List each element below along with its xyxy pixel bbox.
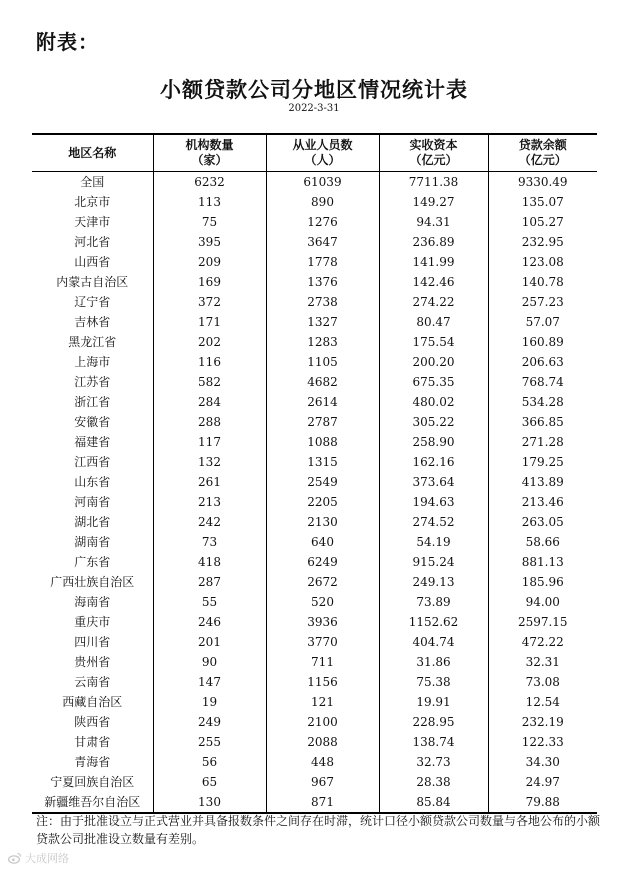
cell-paid-in-capital: 236.89	[379, 232, 488, 252]
table-row	[32, 552, 597, 572]
table-row	[32, 172, 597, 193]
header-institution-count-unit: （家）	[191, 153, 228, 167]
statistics-table	[32, 133, 597, 814]
cell-region: 海南省	[74, 595, 111, 609]
cell-employee-count: 871	[266, 792, 379, 813]
cell-loan-balance: 185.96	[488, 572, 597, 592]
weibo-logo-icon	[8, 852, 22, 864]
cell-institution-count: 73	[153, 532, 266, 552]
cell-employee-count: 967	[266, 772, 379, 792]
cell-paid-in-capital: 480.02	[379, 392, 488, 412]
cell-loan-balance: 534.28	[488, 392, 597, 412]
cell-region: 四川省	[74, 635, 111, 649]
cell-region: 甘肃省	[74, 735, 111, 749]
header-paid-in-capital-label: 实收资本	[409, 138, 458, 152]
table-row	[32, 472, 597, 492]
cell-paid-in-capital: 32.73	[379, 752, 488, 772]
header-institution-count	[153, 134, 266, 172]
cell-region: 贵州省	[74, 655, 111, 669]
cell-employee-count: 1156	[266, 672, 379, 692]
cell-paid-in-capital: 194.63	[379, 492, 488, 512]
cell-loan-balance: 413.89	[488, 472, 597, 492]
cell-paid-in-capital: 175.54	[379, 332, 488, 352]
cell-employee-count: 520	[266, 592, 379, 612]
table-row	[32, 412, 597, 432]
cell-paid-in-capital: 274.52	[379, 512, 488, 532]
cell-institution-count: 246	[153, 612, 266, 632]
cell-institution-count: 130	[153, 792, 266, 813]
cell-paid-in-capital: 75.38	[379, 672, 488, 692]
cell-loan-balance: 9330.49	[488, 172, 597, 193]
cell-institution-count: 284	[153, 392, 266, 412]
cell-loan-balance: 32.31	[488, 652, 597, 672]
cell-paid-in-capital: 28.38	[379, 772, 488, 792]
cell-region: 安徽省	[74, 415, 111, 429]
cell-region: 云南省	[74, 675, 111, 689]
header-employee-count	[266, 134, 379, 172]
table-row	[32, 492, 597, 512]
cell-region: 江西省	[74, 455, 111, 469]
header-institution-count-label: 机构数量	[185, 138, 234, 152]
cell-loan-balance: 34.30	[488, 752, 597, 772]
table-row	[32, 572, 597, 592]
cell-employee-count: 6249	[266, 552, 379, 572]
cell-region: 宁夏回族自治区	[50, 775, 135, 789]
table-row	[32, 372, 597, 392]
cell-paid-in-capital: 258.90	[379, 432, 488, 452]
cell-institution-count: 255	[153, 732, 266, 752]
cell-paid-in-capital: 138.74	[379, 732, 488, 752]
cell-employee-count: 2205	[266, 492, 379, 512]
cell-employee-count: 1327	[266, 312, 379, 332]
cell-employee-count: 3647	[266, 232, 379, 252]
table-row	[32, 332, 597, 352]
cell-institution-count: 19	[153, 692, 266, 712]
cell-paid-in-capital: 249.13	[379, 572, 488, 592]
cell-employee-count: 448	[266, 752, 379, 772]
cell-loan-balance: 160.89	[488, 332, 597, 352]
cell-institution-count: 288	[153, 412, 266, 432]
cell-employee-count: 1283	[266, 332, 379, 352]
table-row	[32, 692, 597, 712]
cell-employee-count: 2088	[266, 732, 379, 752]
cell-employee-count: 640	[266, 532, 379, 552]
cell-institution-count: 55	[153, 592, 266, 612]
cell-loan-balance: 58.66	[488, 532, 597, 552]
cell-employee-count: 2549	[266, 472, 379, 492]
cell-region: 山东省	[74, 475, 111, 489]
table-row	[32, 752, 597, 772]
header-region-label: 地区名称	[68, 145, 117, 160]
cell-loan-balance: 206.63	[488, 352, 597, 372]
cell-institution-count: 116	[153, 352, 266, 372]
cell-region: 湖北省	[74, 515, 111, 529]
table-row	[32, 632, 597, 652]
cell-region: 重庆市	[74, 615, 111, 629]
cell-loan-balance: 257.23	[488, 292, 597, 312]
cell-loan-balance: 213.46	[488, 492, 597, 512]
cell-institution-count: 201	[153, 632, 266, 652]
cell-paid-in-capital: 142.46	[379, 272, 488, 292]
cell-region: 山西省	[74, 255, 111, 269]
table-row	[32, 352, 597, 372]
cell-region: 辽宁省	[74, 295, 111, 309]
cell-loan-balance: 140.78	[488, 272, 597, 292]
table-row	[32, 532, 597, 552]
header-employee-count-unit: （人）	[304, 153, 341, 167]
table-row	[32, 432, 597, 452]
table-row	[32, 612, 597, 632]
cell-institution-count: 249	[153, 712, 266, 732]
appendix-label: 附表：	[36, 30, 99, 54]
cell-institution-count: 6232	[153, 172, 266, 193]
cell-employee-count: 2738	[266, 292, 379, 312]
report-date: 2022-3-31	[288, 103, 340, 114]
watermark	[8, 850, 69, 866]
cell-institution-count: 65	[153, 772, 266, 792]
table-header-row	[32, 134, 597, 172]
cell-region: 福建省	[74, 435, 111, 449]
header-region	[32, 134, 153, 172]
table-row	[32, 452, 597, 472]
cell-paid-in-capital: 85.84	[379, 792, 488, 813]
cell-loan-balance: 768.74	[488, 372, 597, 392]
table-row	[32, 772, 597, 792]
table-row	[32, 292, 597, 312]
cell-employee-count: 1088	[266, 432, 379, 452]
cell-employee-count: 890	[266, 192, 379, 212]
cell-institution-count: 395	[153, 232, 266, 252]
cell-loan-balance: 57.07	[488, 312, 597, 332]
table-row	[32, 272, 597, 292]
cell-employee-count: 2672	[266, 572, 379, 592]
table-row	[32, 712, 597, 732]
cell-institution-count: 418	[153, 552, 266, 572]
cell-employee-count: 1105	[266, 352, 379, 372]
cell-paid-in-capital: 149.27	[379, 192, 488, 212]
table-row	[32, 392, 597, 412]
table-body	[32, 172, 597, 814]
cell-region: 北京市	[74, 195, 111, 209]
cell-paid-in-capital: 915.24	[379, 552, 488, 572]
cell-loan-balance: 12.54	[488, 692, 597, 712]
cell-loan-balance: 79.88	[488, 792, 597, 813]
table-row	[32, 312, 597, 332]
footnote: 注：由于批准设立与正式营业并具备报数条件之间存在时滞，统计口径小额贷款公司数量与各地公布的小额贷款公司批准设立数量有差别。	[36, 814, 601, 846]
cell-loan-balance: 232.95	[488, 232, 597, 252]
table-row	[32, 252, 597, 272]
cell-institution-count: 169	[153, 272, 266, 292]
cell-loan-balance: 122.33	[488, 732, 597, 752]
cell-region: 江苏省	[74, 375, 111, 389]
cell-institution-count: 56	[153, 752, 266, 772]
watermark-text: 大成网络	[25, 852, 69, 865]
cell-region: 广东省	[74, 555, 111, 569]
cell-region: 陕西省	[74, 715, 111, 729]
header-loan-balance-unit: （亿元）	[518, 153, 567, 167]
cell-paid-in-capital: 675.35	[379, 372, 488, 392]
cell-region: 内蒙古自治区	[56, 275, 129, 289]
cell-paid-in-capital: 305.22	[379, 412, 488, 432]
cell-paid-in-capital: 162.16	[379, 452, 488, 472]
page-title: 小额贷款公司分地区情况统计表	[160, 78, 468, 102]
cell-paid-in-capital: 7711.38	[379, 172, 488, 193]
cell-institution-count: 202	[153, 332, 266, 352]
cell-paid-in-capital: 404.74	[379, 632, 488, 652]
table-row	[32, 512, 597, 532]
cell-employee-count: 1276	[266, 212, 379, 232]
cell-loan-balance: 24.97	[488, 772, 597, 792]
cell-loan-balance: 123.08	[488, 252, 597, 272]
table-row	[32, 232, 597, 252]
cell-loan-balance: 179.25	[488, 452, 597, 472]
cell-paid-in-capital: 54.19	[379, 532, 488, 552]
cell-employee-count: 121	[266, 692, 379, 712]
cell-paid-in-capital: 19.91	[379, 692, 488, 712]
cell-employee-count: 711	[266, 652, 379, 672]
header-employee-count-label: 从业人员数	[292, 138, 353, 152]
table-row	[32, 652, 597, 672]
cell-institution-count: 261	[153, 472, 266, 492]
cell-paid-in-capital: 228.95	[379, 712, 488, 732]
cell-paid-in-capital: 1152.62	[379, 612, 488, 632]
cell-region: 天津市	[74, 215, 111, 229]
table-row	[32, 592, 597, 612]
cell-employee-count: 1778	[266, 252, 379, 272]
cell-paid-in-capital: 73.89	[379, 592, 488, 612]
cell-employee-count: 1315	[266, 452, 379, 472]
cell-paid-in-capital: 94.31	[379, 212, 488, 232]
cell-loan-balance: 366.85	[488, 412, 597, 432]
cell-loan-balance: 135.07	[488, 192, 597, 212]
cell-loan-balance: 105.27	[488, 212, 597, 232]
cell-paid-in-capital: 141.99	[379, 252, 488, 272]
cell-region: 河北省	[74, 235, 111, 249]
cell-region: 新疆维吾尔自治区	[44, 795, 141, 809]
cell-loan-balance: 232.19	[488, 712, 597, 732]
cell-region: 黑龙江省	[68, 335, 117, 349]
cell-institution-count: 582	[153, 372, 266, 392]
cell-region: 西藏自治区	[62, 695, 123, 709]
cell-loan-balance: 271.28	[488, 432, 597, 452]
cell-institution-count: 132	[153, 452, 266, 472]
cell-paid-in-capital: 274.22	[379, 292, 488, 312]
cell-institution-count: 287	[153, 572, 266, 592]
header-loan-balance-label: 贷款余额	[518, 138, 567, 152]
table-row	[32, 672, 597, 692]
cell-institution-count: 113	[153, 192, 266, 212]
cell-employee-count: 2614	[266, 392, 379, 412]
header-loan-balance	[488, 134, 597, 172]
table-row	[32, 792, 597, 813]
table-row	[32, 212, 597, 232]
cell-employee-count: 3770	[266, 632, 379, 652]
cell-region: 青海省	[74, 755, 111, 769]
table-row	[32, 192, 597, 212]
cell-region: 全国	[80, 175, 105, 189]
cell-employee-count: 2130	[266, 512, 379, 532]
cell-loan-balance: 263.05	[488, 512, 597, 532]
cell-employee-count: 1376	[266, 272, 379, 292]
cell-region: 浙江省	[74, 395, 111, 409]
cell-region: 河南省	[74, 495, 111, 509]
cell-paid-in-capital: 373.64	[379, 472, 488, 492]
cell-institution-count: 171	[153, 312, 266, 332]
cell-institution-count: 117	[153, 432, 266, 452]
cell-loan-balance: 472.22	[488, 632, 597, 652]
cell-employee-count: 61039	[266, 172, 379, 193]
cell-employee-count: 3936	[266, 612, 379, 632]
cell-loan-balance: 73.08	[488, 672, 597, 692]
cell-paid-in-capital: 200.20	[379, 352, 488, 372]
cell-institution-count: 209	[153, 252, 266, 272]
cell-region: 吉林省	[74, 315, 111, 329]
cell-employee-count: 4682	[266, 372, 379, 392]
cell-institution-count: 147	[153, 672, 266, 692]
cell-region: 广西壮族自治区	[50, 575, 135, 589]
cell-institution-count: 90	[153, 652, 266, 672]
header-paid-in-capital	[379, 134, 488, 172]
cell-loan-balance: 2597.15	[488, 612, 597, 632]
cell-institution-count: 242	[153, 512, 266, 532]
cell-institution-count: 372	[153, 292, 266, 312]
cell-loan-balance: 94.00	[488, 592, 597, 612]
cell-employee-count: 2787	[266, 412, 379, 432]
cell-institution-count: 213	[153, 492, 266, 512]
cell-employee-count: 2100	[266, 712, 379, 732]
table-row	[32, 732, 597, 752]
cell-region: 上海市	[74, 355, 111, 369]
cell-paid-in-capital: 31.86	[379, 652, 488, 672]
cell-paid-in-capital: 80.47	[379, 312, 488, 332]
cell-region: 湖南省	[74, 535, 111, 549]
header-paid-in-capital-unit: （亿元）	[409, 153, 458, 167]
cell-institution-count: 75	[153, 212, 266, 232]
cell-loan-balance: 881.13	[488, 552, 597, 572]
